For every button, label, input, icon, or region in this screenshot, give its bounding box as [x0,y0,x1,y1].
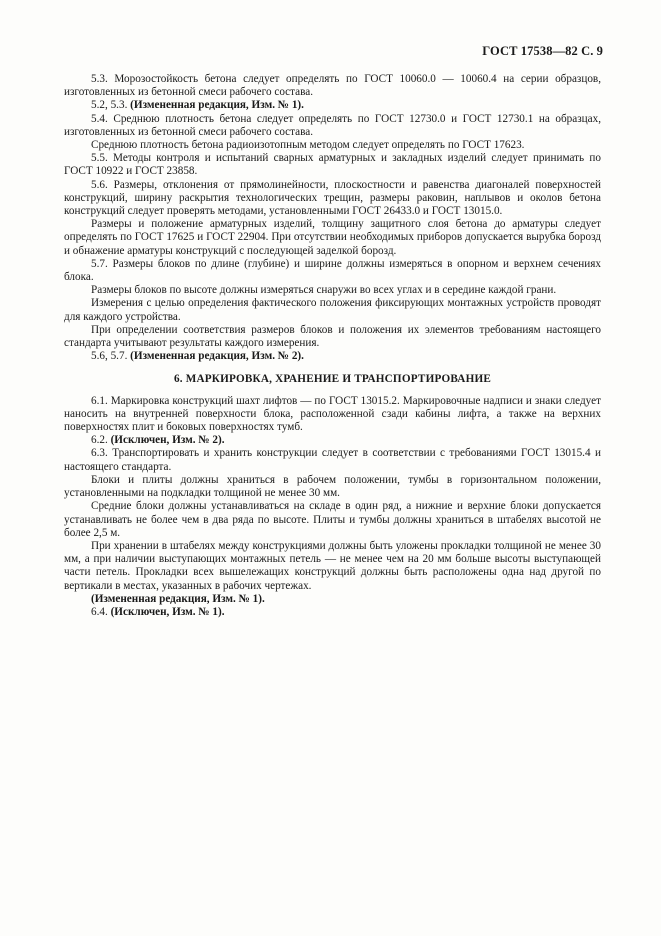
paragraph [64,99,601,112]
paragraph-number: 5.6, 5.7. [91,350,131,363]
section-6-paragraphs [64,395,601,619]
paragraph: Измерения с целью определения фактического положения фиксирующих монтажных устройств проводят для каждого устройства. [64,297,601,323]
paragraph: Блоки и плиты должны храниться в рабочем положении, тумбы в горизонтальном положении, установленными на подкладки толщиной не менее 30 мм. [64,473,601,500]
paragraph: 5.7. Размеры блоков по длине (глубине) и ширине должны измеряться в опорном и верхнем сечениях блока. [64,257,601,284]
paragraph [64,606,601,619]
paragraph: 5.4. Среднюю плотность бетона следует определять по ГОСТ 12730.0 и ГОСТ 12730.1 на образцах, изготовленных из бетонной смеси рабочего состава. [64,112,601,138]
paragraph-number: 5.2, 5.3. [91,99,131,112]
paragraph: Средние блоки должны устанавливаться на складе в один ряд, а нижние и верхние блоки допускается устанавливать не более чем в два ряда по высоте. Плиты и тумбы должны храниться в штабелях высотой не более 2,5 м. [64,500,601,539]
paragraph [64,434,601,447]
paragraph-number: 6.4. [91,605,111,618]
section-title: 6. МАРКИРОВКА, ХРАНЕНИЕ И ТРАНСПОРТИРОВАНИЕ [173,373,492,386]
amendment-note: (Измененная редакция, Изм. № 2). [130,350,304,363]
amendment-note: (Измененная редакция, Изм. № 1). [130,99,304,112]
paragraph: Размеры и положение арматурных изделий, толщину защитного слоя бетона до арматуры следует определять по ГОСТ 17625 и ГОСТ 22904. При отсутствии необходимых приборов допускается вырубка борозд и обнажение арматуры конструкций с последующей заделкой борозд. [64,218,601,257]
paragraph: 6.3. Транспортировать и хранить конструкции следует в соответствии с требованиями ГОСТ 13015.4 и настоящего стандарта. [64,447,601,473]
paragraph: При хранении в штабелях между конструкциями должны быть уложены прокладки толщиной не менее 30 мм, а при наличии выступающих монтажных петель — не менее чем на 20 мм больше высоты выступающей части петель. Прокладки всех вышележащих конструкций должны быть расположены одна над другой по вертикали в местах, указанных в рабочих чертежах. [64,539,601,592]
paragraph: 5.3. Морозостойкость бетона следует определять по ГОСТ 10060.0 — 10060.4 на серии образцов, изготовленных из бетонной смеси рабочего состава. [64,73,601,99]
page-header: ГОСТ 17538—82 С. 9 [482,44,603,58]
paragraph: Среднюю плотность бетона радиоизотопным методом следует определять по ГОСТ 17623. [91,139,525,152]
section-5-paragraphs [64,73,601,363]
paragraph: 5.5. Методы контроля и испытаний сварных арматурных и закладных изделий следует принимать по ГОСТ 10922 и ГОСТ 23858. [64,152,601,178]
document-body [64,73,601,619]
paragraph: Размеры блоков по высоте должны измеряться снаружи во всех углах и в середине каждой грани. [91,284,557,297]
paragraph-number: 6.2. [91,434,111,447]
paragraph: 5.6. Размеры, отклонения от прямолинейности, плоскостности и равенства диагоналей поверхностей конструкций, ширину раскрытия технологических трещин, размеры раковин, наплывов и околов бетона конструкций следует проверять методами, установленными ГОСТ 26433.0 и ГОСТ 13015.0. [64,178,601,218]
amendment-note: (Исключен, Изм. № 2). [110,434,225,447]
paragraph: 6.1. Маркировка конструкций шахт лифтов — по ГОСТ 13015.2. Маркировочные надписи и знаки следует наносить на внутренней поверхности блока, расположенной сзади кабины лифта, а также на верхних поверхностях плит и боковых поверхностях тумб. [64,394,601,434]
paragraph [64,350,601,363]
paragraph: При определении соответствия размеров блоков и положения их элементов требованиям настоящего стандарта учитывают результаты каждого измерения. [64,323,601,350]
amendment-note: (Исключен, Изм. № 1). [110,605,225,618]
paragraph: (Измененная редакция, Изм. № 1). [91,592,265,605]
